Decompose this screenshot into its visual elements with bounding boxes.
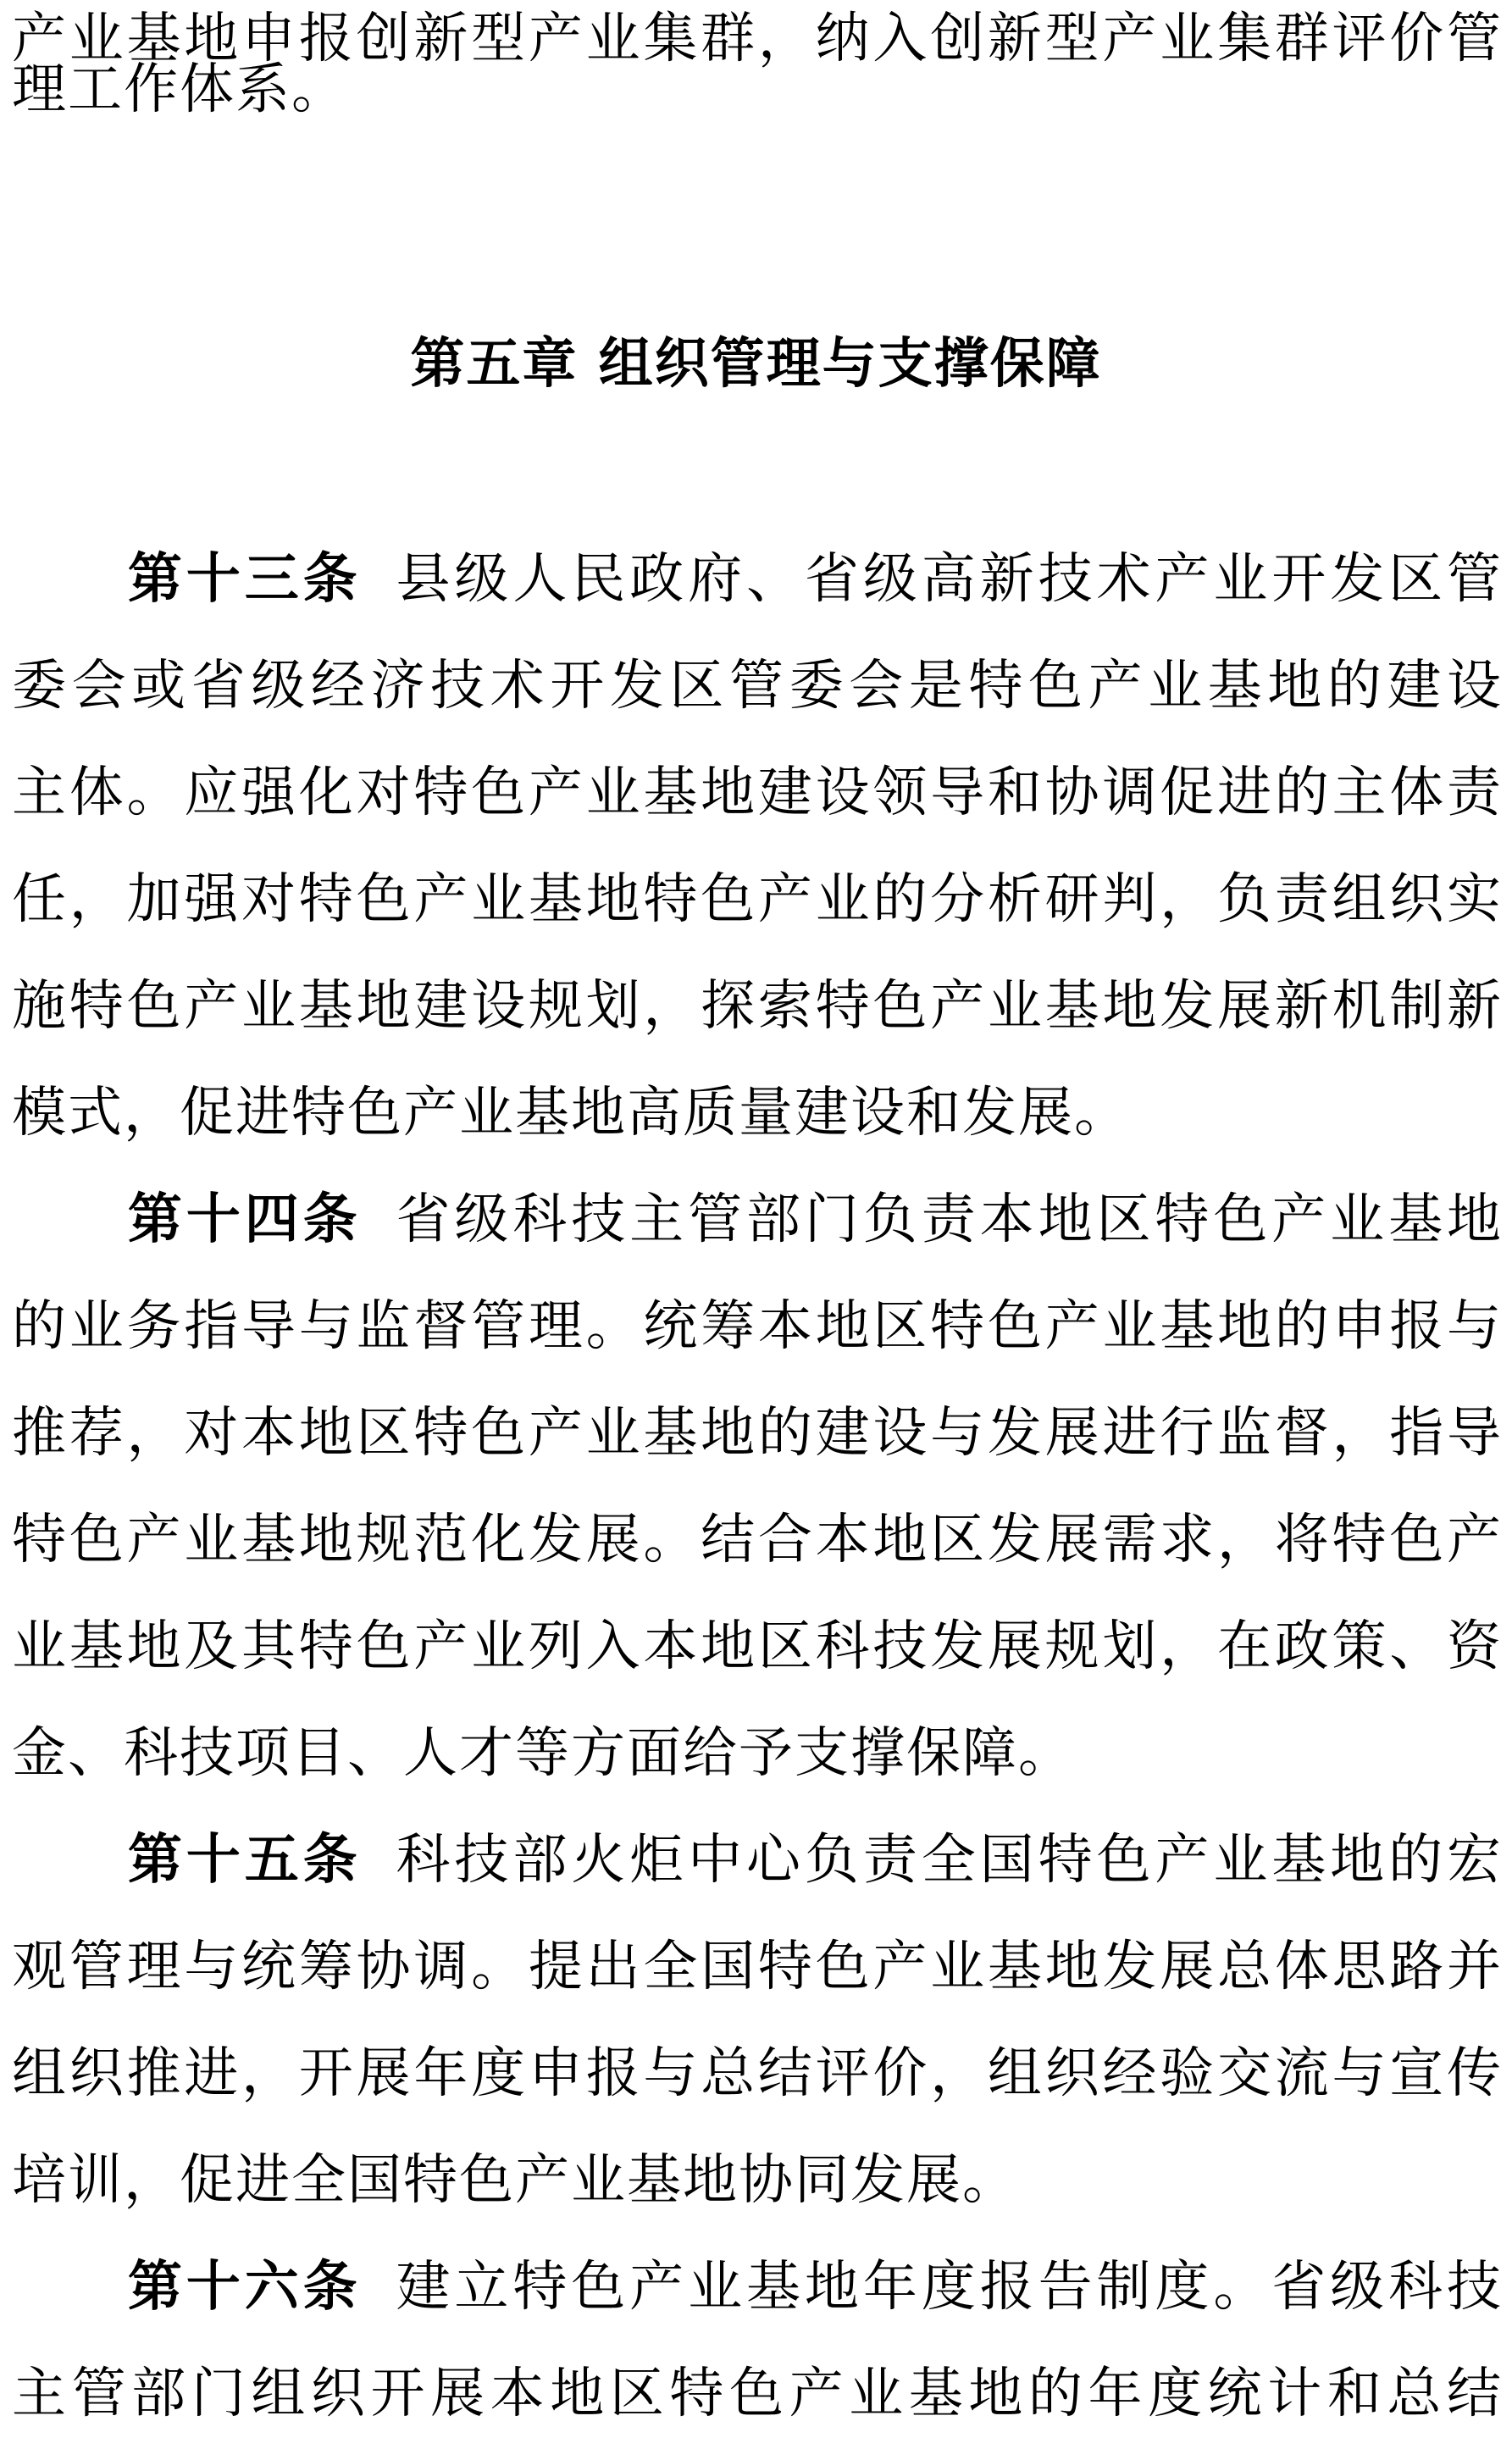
article-14-line-5: 业基地及其特色产业列入本地区科技发展规划，在政策、资 bbox=[12, 1615, 1503, 1678]
article-13-line-4: 任，加强对特色产业基地特色产业的分析研判，负责组织实 bbox=[12, 868, 1503, 931]
article-13-label: 第十三条 bbox=[125, 548, 362, 611]
article-14-line-6: 金、科技项目、人才等方面给予支撑保障。 bbox=[12, 1722, 1074, 1785]
article-13-line-2: 委会或省级经济技术开发区管委会是特色产业基地的建设 bbox=[12, 655, 1503, 718]
article-13-line-1 bbox=[12, 548, 1504, 611]
article-14-line-4: 特色产业基地规范化发展。结合本地区发展需求，将特色产 bbox=[12, 1509, 1503, 1571]
article-15-label: 第十五条 bbox=[125, 1829, 362, 1892]
article-14-text: 省级科技主管部门负责本地区特色产业基地 bbox=[393, 1188, 1504, 1251]
article-15-line-4: 培训，促进全国特色产业基地协同发展。 bbox=[12, 2149, 1018, 2212]
article-13-text: 县级人民政府、省级高新技术产业开发区管 bbox=[393, 548, 1504, 611]
intro-line-1: 产业基地申报创新型产业集群，纳入创新型产业集群评价管 bbox=[12, 8, 1503, 70]
article-16-line-1 bbox=[12, 2256, 1504, 2319]
article-13-line-5: 施特色产业基地建设规划，探索特色产业基地发展新机制新 bbox=[12, 975, 1503, 1038]
article-14-line-3: 推荐，对本地区特色产业基地的建设与发展进行监督，指导 bbox=[12, 1402, 1503, 1465]
article-13-line-3: 主体。应强化对特色产业基地建设领导和协调促进的主体责 bbox=[12, 762, 1503, 824]
article-16-line-2: 主管部门组织开展本地区特色产业基地的年度统计和总结 bbox=[12, 2363, 1503, 2425]
article-13-line-6: 模式，促进特色产业基地高质量建设和发展。 bbox=[12, 1082, 1130, 1144]
article-14-label: 第十四条 bbox=[125, 1188, 362, 1251]
intro-line-2: 理工作体系。 bbox=[12, 58, 347, 121]
article-14-line-1 bbox=[12, 1188, 1504, 1251]
article-15-text: 科技部火炬中心负责全国特色产业基地的宏 bbox=[393, 1829, 1504, 1892]
article-15-line-1 bbox=[12, 1829, 1504, 1892]
article-16-text: 建立特色产业基地年度报告制度。省级科技 bbox=[393, 2256, 1504, 2319]
article-16-label: 第十六条 bbox=[125, 2256, 362, 2319]
chapter-title: 第五章 组织管理与支撑保障 bbox=[410, 333, 1102, 396]
article-15-line-2: 观管理与统筹协调。提出全国特色产业基地发展总体思路并 bbox=[12, 1936, 1503, 1998]
article-14-line-2: 的业务指导与监督管理。统筹本地区特色产业基地的申报与 bbox=[12, 1295, 1503, 1358]
article-15-line-3: 组织推进，开展年度申报与总结评价，组织经验交流与宣传 bbox=[12, 2042, 1503, 2105]
